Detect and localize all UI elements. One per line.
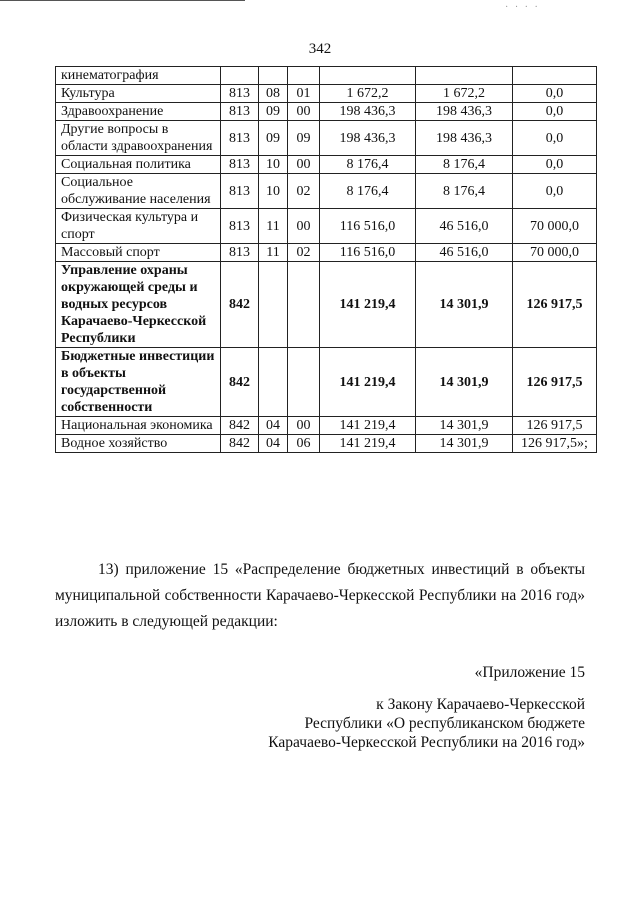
cell-section-code: 04	[259, 435, 288, 453]
cell-total: 141 219,4	[320, 348, 416, 417]
cell-amount-2	[513, 67, 597, 85]
cell-amount-2: 70 000,0	[513, 209, 597, 244]
cell-amount-1: 14 301,9	[416, 348, 513, 417]
table-row	[56, 244, 597, 262]
cell-total: 141 219,4	[320, 435, 416, 453]
cell-total: 198 436,3	[320, 121, 416, 156]
appendix-line-1: к Закону Карачаево-Черкесской	[376, 696, 585, 713]
cell-total: 1 672,2	[320, 85, 416, 103]
cell-subsection-code: 01	[288, 85, 320, 103]
table-row	[56, 417, 597, 435]
cell-subsection-code	[288, 262, 320, 348]
appendix-line-3: Карачаево-Черкесской Республики на 2016 год»	[268, 734, 585, 751]
cell-subsection-code: 02	[288, 244, 320, 262]
table-row	[56, 103, 597, 121]
cell-subsection-code: 06	[288, 435, 320, 453]
cell-total: 116 516,0	[320, 244, 416, 262]
top-scribble: · · · ·	[505, 2, 540, 13]
cell-amount-2: 126 917,5	[513, 262, 597, 348]
table-row	[56, 174, 597, 209]
table-row	[56, 262, 597, 348]
cell-amount-1: 1 672,2	[416, 85, 513, 103]
cell-ved-code	[221, 67, 259, 85]
cell-subsection-code: 00	[288, 417, 320, 435]
cell-amount-2: 126 917,5	[513, 417, 597, 435]
cell-amount-1: 14 301,9	[416, 262, 513, 348]
cell-subsection-code	[288, 348, 320, 417]
cell-name: Социальная политика	[56, 156, 221, 174]
cell-amount-2: 0,0	[513, 121, 597, 156]
cell-amount-1	[416, 67, 513, 85]
cell-ved-code: 813	[221, 121, 259, 156]
cell-ved-code: 813	[221, 174, 259, 209]
table-row	[56, 67, 597, 85]
appendix-line-2: Республики «О республиканском бюджете	[304, 715, 585, 732]
cell-section-code: 10	[259, 174, 288, 209]
amendment-paragraph	[55, 557, 585, 635]
cell-ved-code: 842	[221, 262, 259, 348]
cell-amount-1: 46 516,0	[416, 244, 513, 262]
cell-section-code: 11	[259, 209, 288, 244]
cell-name: Управление охраны окружающей среды и водных ресурсов Карачаево-Черкесской Республики	[56, 262, 221, 348]
cell-total: 8 176,4	[320, 174, 416, 209]
cell-amount-1: 14 301,9	[416, 435, 513, 453]
table-row	[56, 209, 597, 244]
cell-ved-code: 813	[221, 85, 259, 103]
cell-ved-code: 813	[221, 156, 259, 174]
cell-section-code: 09	[259, 121, 288, 156]
cell-ved-code: 813	[221, 103, 259, 121]
cell-section-code	[259, 262, 288, 348]
cell-name: Водное хозяйство	[56, 435, 221, 453]
page-number: 342	[308, 41, 332, 57]
budget-table	[55, 66, 597, 453]
cell-subsection-code: 09	[288, 121, 320, 156]
cell-ved-code: 842	[221, 417, 259, 435]
cell-total: 141 219,4	[320, 417, 416, 435]
cell-amount-1: 8 176,4	[416, 156, 513, 174]
cell-section-code	[259, 67, 288, 85]
cell-amount-2: 0,0	[513, 174, 597, 209]
cell-section-code: 10	[259, 156, 288, 174]
cell-amount-1: 198 436,3	[416, 103, 513, 121]
cell-amount-1: 14 301,9	[416, 417, 513, 435]
table-row	[56, 348, 597, 417]
cell-amount-2: 126 917,5»;	[513, 435, 597, 453]
table-row	[56, 121, 597, 156]
cell-subsection-code: 00	[288, 103, 320, 121]
cell-ved-code: 813	[221, 244, 259, 262]
cell-amount-2: 0,0	[513, 103, 597, 121]
cell-section-code: 08	[259, 85, 288, 103]
cell-name: Социальное обслуживание населения	[56, 174, 221, 209]
cell-total: 198 436,3	[320, 103, 416, 121]
cell-ved-code: 842	[221, 348, 259, 417]
cell-total: 141 219,4	[320, 262, 416, 348]
cell-amount-1: 8 176,4	[416, 174, 513, 209]
cell-amount-2: 0,0	[513, 85, 597, 103]
cell-name: Здравоохранение	[56, 103, 221, 121]
cell-total	[320, 67, 416, 85]
amendment-text: 13) приложение 15 «Распределение бюджетных инвестиций в объекты муниципальной собственности Карачаево-Черкесской Республики на 2016 год» изложить в следующей редакции:	[55, 561, 585, 630]
table-row	[56, 85, 597, 103]
cell-section-code: 11	[259, 244, 288, 262]
cell-name: Физическая культура и спорт	[56, 209, 221, 244]
cell-section-code: 04	[259, 417, 288, 435]
cell-amount-1: 46 516,0	[416, 209, 513, 244]
cell-total: 116 516,0	[320, 209, 416, 244]
cell-name: кинематография	[56, 67, 221, 85]
cell-subsection-code	[288, 67, 320, 85]
appendix-title: «Приложение 15	[474, 664, 585, 681]
cell-amount-1: 198 436,3	[416, 121, 513, 156]
cell-subsection-code: 00	[288, 156, 320, 174]
cell-amount-2: 126 917,5	[513, 348, 597, 417]
cell-name: Массовый спорт	[56, 244, 221, 262]
cell-section-code	[259, 348, 288, 417]
budget-table-body	[56, 67, 597, 453]
cell-name: Бюджетные инвестиции в объекты государственной собственности	[56, 348, 221, 417]
cell-ved-code: 842	[221, 435, 259, 453]
table-row	[56, 435, 597, 453]
top-rule	[0, 0, 245, 1]
cell-name: Другие вопросы в области здравоохранения	[56, 121, 221, 156]
cell-name: Культура	[56, 85, 221, 103]
table-row	[56, 156, 597, 174]
cell-total: 8 176,4	[320, 156, 416, 174]
cell-amount-2: 0,0	[513, 156, 597, 174]
cell-amount-2: 70 000,0	[513, 244, 597, 262]
cell-section-code: 09	[259, 103, 288, 121]
cell-ved-code: 813	[221, 209, 259, 244]
cell-name: Национальная экономика	[56, 417, 221, 435]
cell-subsection-code: 02	[288, 174, 320, 209]
cell-subsection-code: 00	[288, 209, 320, 244]
